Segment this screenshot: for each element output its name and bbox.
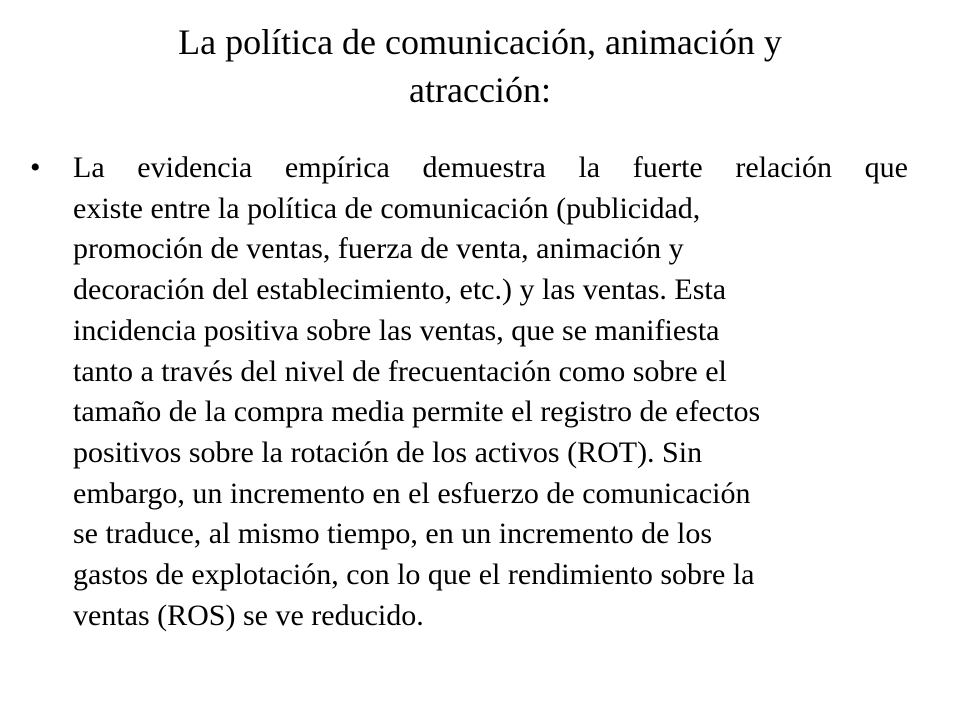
bullet-list — [28, 148, 933, 636]
text-line-11: gastos de explotación, con lo que el rendimiento sobre la — [73, 558, 755, 592]
text-line-5: incidencia positiva sobre las ventas, que se manifiesta — [73, 313, 720, 347]
text-line-7: tamaño de la compra media permite el registro de efectos — [73, 395, 761, 429]
text-line-1: La evidencia empírica demuestra la fuerte relación que — [73, 151, 908, 184]
title-line-2: atracción: — [409, 70, 551, 110]
bullet-text — [73, 148, 933, 636]
text-line-2: existe entre la política de comunicación (publicidad, — [73, 191, 701, 225]
text-line-6: tanto a través del nivel de frecuentación como sobre el — [73, 354, 727, 388]
text-line-12: ventas (ROS) se ve reducido. — [73, 598, 424, 632]
bullet-icon: • — [30, 151, 41, 184]
text-line-10: se traduce, al mismo tiempo, en un incremento de los — [73, 517, 712, 551]
bullet-item — [28, 148, 933, 636]
text-line-9: embargo, un incremento en el esfuerzo de comunicación — [73, 476, 751, 510]
slide-title — [60, 18, 900, 114]
text-line-8: positivos sobre la rotación de los activos (ROT). Sin — [73, 435, 703, 469]
title-line-1: La política de comunicación, animación y — [178, 22, 782, 62]
text-line-4: decoración del establecimiento, etc.) y las ventas. Esta — [73, 273, 727, 307]
text-line-3: promoción de ventas, fuerza de venta, animación y — [73, 232, 684, 266]
